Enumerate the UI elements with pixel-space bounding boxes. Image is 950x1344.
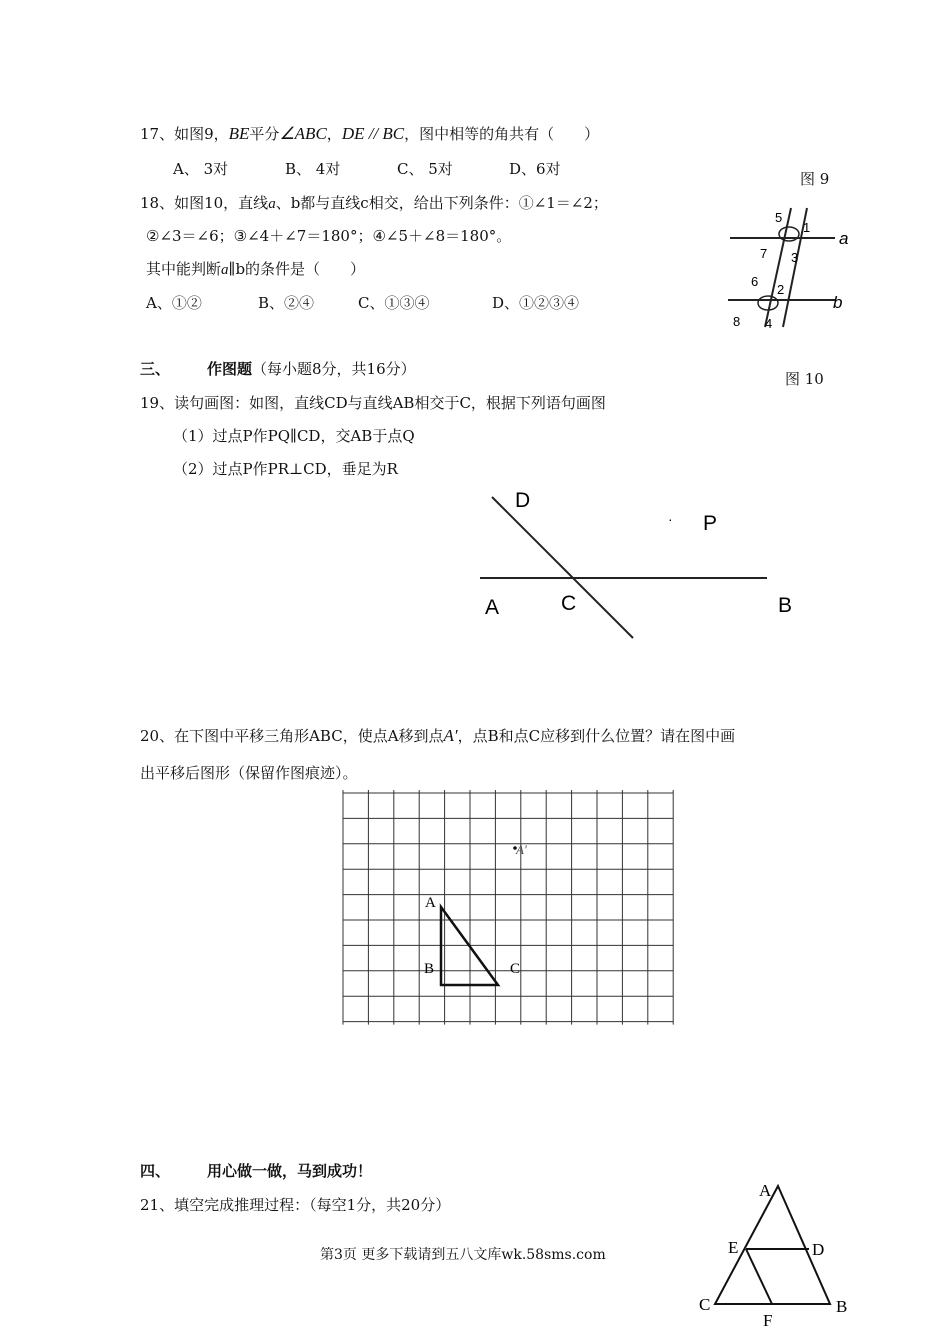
q20-line2: 出平移后图形（保留作图痕迹）。 xyxy=(140,764,358,782)
q18-line3-a: 其中能判断 xyxy=(146,260,222,278)
q18-option-c: C、①③④ xyxy=(358,294,430,312)
label-b: B xyxy=(778,594,793,617)
segment-ef xyxy=(746,1249,772,1304)
q19-step2: （2）过点P作PR⊥CD，垂足为R xyxy=(173,460,398,478)
q20-line1 xyxy=(140,726,735,746)
q17-text2: ，图中相等的角共有（ ） xyxy=(404,125,600,143)
q19-diagram xyxy=(470,480,810,650)
fig10-num-3: 3 xyxy=(791,250,799,265)
q17-debc: DE // BC xyxy=(341,124,405,143)
line-cd xyxy=(492,497,633,638)
q18-line1 xyxy=(140,194,608,213)
q17-text1: 平分 xyxy=(249,125,280,143)
q18-option-b: B、②④ xyxy=(258,294,315,312)
page-footer: 第3页 更多下载请到五八文库wk.58sms.com xyxy=(320,1247,606,1263)
q19-step1: （1）过点P作PQ∥CD，交AB于点Q xyxy=(173,427,415,445)
q17-option-d: D、6对 xyxy=(509,160,561,178)
fig10-label: 图 10 xyxy=(785,370,824,388)
q19-stem: 19、读句画图：如图，直线CD与直线AB相交于C，根据下列语句画图 xyxy=(140,394,606,412)
label-p: P xyxy=(703,512,718,535)
q18-line1-var: a xyxy=(268,196,276,212)
q20-grid-diagram xyxy=(340,786,680,1038)
q20-line1-b: ，点B和点C应移到什么位置？请在图中画 xyxy=(457,727,736,745)
fig10-num-7: 7 xyxy=(760,246,768,261)
q21-diagram xyxy=(695,1176,855,1344)
fig21-label-c: C xyxy=(699,1295,711,1314)
grid-label-c: C xyxy=(510,961,521,977)
q20-aprime: A′ xyxy=(443,726,458,745)
q18-line1-b: 、b都与直线c相交，给出下列条件：①∠1＝∠2； xyxy=(275,194,608,212)
section4-title: 用心做一做，马到成功！ xyxy=(207,1162,373,1180)
section3-note: （每小题8分，共16分） xyxy=(252,360,416,378)
q18-line3-var: a xyxy=(221,262,229,278)
fig10-num-2: 2 xyxy=(777,282,785,297)
q21-stem: 21、填空完成推理过程：（每空1分，共20分） xyxy=(140,1196,451,1214)
q17-option-c: C、 5对 xyxy=(397,160,453,178)
grid-label-b: B xyxy=(424,961,435,977)
fig10-num-6: 6 xyxy=(751,274,759,289)
q18-line3 xyxy=(146,260,365,279)
fig10-num-4: 4 xyxy=(765,316,773,331)
fig21-label-d: D xyxy=(812,1240,825,1259)
section3-title: 作图题 xyxy=(207,360,253,378)
fig21-label-a: A xyxy=(759,1181,772,1200)
fig21-label-e: E xyxy=(728,1238,739,1257)
q18-option-a: A、①② xyxy=(146,294,202,312)
q17-option-b: B、 4对 xyxy=(285,160,341,178)
grid-label-aprime: A′ xyxy=(516,842,527,857)
fig10-num-5: 5 xyxy=(775,210,783,225)
label-d: D xyxy=(515,489,531,512)
section3-heading xyxy=(207,360,416,378)
q18-line2: ②∠3＝∠6；③∠4＋∠7＝180°；④∠5＋∠8＝180°。 xyxy=(146,227,512,245)
q18-line3-c: ∥b的条件是（ ） xyxy=(228,260,366,278)
q20-line1-a: 20、在下图中平移三角形ABC，使点A移到点 xyxy=(140,727,444,745)
fig10-line-a: a xyxy=(839,229,849,248)
fig10-diagram xyxy=(725,202,855,332)
fig21-label-b: B xyxy=(836,1297,848,1316)
fig10-num-8: 8 xyxy=(733,314,741,329)
fig9-label: 图 9 xyxy=(800,170,830,188)
fig10-line-b: b xyxy=(833,293,843,312)
q17-be: BE xyxy=(228,124,250,143)
grid-label-a: A xyxy=(425,895,436,911)
label-a: A xyxy=(485,596,500,619)
label-c: C xyxy=(561,592,577,615)
section4-number: 四、 xyxy=(140,1162,171,1180)
fig10-num-1: 1 xyxy=(803,220,811,235)
point-p-dot: · xyxy=(668,511,673,527)
fig21-label-f: F xyxy=(763,1311,773,1330)
q18-option-d: D、①②③④ xyxy=(492,294,580,312)
q17-option-a: A、 3对 xyxy=(173,160,229,178)
q17-abc: ∠ABC xyxy=(279,124,327,143)
section3-number: 三、 xyxy=(140,360,171,378)
q17-stem xyxy=(140,124,599,144)
q17-comma: ， xyxy=(326,125,342,143)
q18-line1-a: 18、如图10，直线 xyxy=(140,194,269,212)
q17-number: 17、如图9， xyxy=(140,125,229,143)
